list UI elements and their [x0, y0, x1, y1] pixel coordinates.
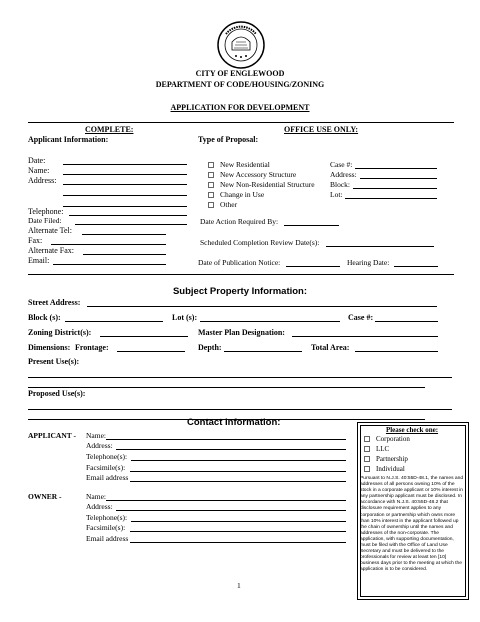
owner-telephone-label: Telephone(s): [86, 513, 128, 522]
telephone-label: Telephone: [28, 207, 64, 216]
proposal-item-change-in-use[interactable]: Change in Use [208, 190, 264, 199]
lot-label: Lot (s): [172, 313, 198, 322]
scheduled-review-field[interactable] [326, 238, 434, 247]
date-field[interactable] [63, 156, 187, 165]
disclosure-notice-text: Pursuant to N.J.S. 40:55D-48.1, the names and addresses of all persons owning 10% of the stock in a corporate applicant or 10% interest in any partnership applicant must be disclosed. In accordance with N.J.S. 40:55D-48.2 that disclosure requirement applies to any corporation or partnership which owns more than 10% interest in the applicant followed up the chain of ownership until the names and addresses of the non-corporate. The application, with supporting documentation, must be filed with the Office of Land Use Secretary and must be delivered to the professionals for review at least ten [10] business days prior to the meeting at which the application is to be considered. [360, 476, 464, 573]
email-label: Email: [28, 256, 50, 265]
applicant-name-field[interactable] [106, 431, 346, 440]
total-area-field[interactable] [355, 343, 438, 352]
office-lot-label: Lot: [330, 190, 343, 199]
checkbox-icon[interactable] [364, 446, 370, 452]
form-title: APPLICATION FOR DEVELOPMENT [170, 103, 310, 112]
checkbox-icon[interactable] [208, 162, 214, 168]
owner-name-field[interactable] [106, 492, 346, 501]
address-field-3[interactable] [63, 198, 187, 207]
checkbox-icon[interactable] [208, 202, 214, 208]
proposed-use-field-1[interactable] [28, 401, 452, 410]
street-address-field[interactable] [87, 298, 437, 307]
zoning-districts-field[interactable] [100, 328, 188, 337]
address-field-2[interactable] [63, 187, 187, 196]
applicant-email-label: Email address [86, 473, 129, 482]
proposal-item-new-accessory[interactable]: New Accessory Structure [208, 170, 296, 179]
proposal-item-new-residential[interactable]: New Residential [208, 160, 270, 169]
applicant-facsimile-label: Facsimile(s): [86, 463, 126, 472]
applicant-telephone-label: Telephone(s): [86, 452, 128, 461]
applicant-facsimile-field[interactable] [130, 463, 346, 472]
header-rule [28, 122, 454, 123]
hearing-date-label: Hearing Date: [347, 258, 390, 267]
type-of-proposal-label: Type of Proposal: [198, 135, 259, 144]
depth-field[interactable] [224, 343, 302, 352]
telephone-field[interactable] [69, 207, 187, 216]
owner-email-field[interactable] [130, 534, 346, 543]
owner-address-field[interactable] [116, 502, 346, 511]
date-row [28, 156, 45, 165]
address-label: Address: [28, 176, 57, 185]
office-address-field[interactable] [360, 170, 437, 179]
name-label: Name: [28, 166, 50, 175]
alt-fax-field[interactable] [83, 246, 166, 255]
office-block-label: Block: [330, 180, 350, 189]
city-seal [216, 20, 266, 70]
checkbox-icon[interactable] [364, 436, 370, 442]
applicant-label: APPLICANT - [28, 431, 76, 440]
applicant-address-field[interactable] [116, 441, 346, 450]
subject-heading: Subject Property Information: [172, 286, 308, 297]
proposed-use-label: Proposed Use(s): [28, 389, 86, 398]
owner-facsimile-label: Facsimile(s): [86, 523, 126, 532]
option-individual[interactable]: Individual [364, 465, 405, 473]
owner-label: OWNER - [28, 492, 62, 501]
frontage-field[interactable] [117, 343, 185, 352]
checkbox-icon[interactable] [364, 466, 370, 472]
street-address-label: Street Address: [28, 298, 81, 307]
present-use-field-1[interactable] [28, 369, 452, 378]
applicant-email-field[interactable] [130, 473, 346, 482]
master-plan-field[interactable] [292, 328, 438, 337]
present-use-label: Present Use(s): [28, 357, 80, 366]
publication-notice-label: Date of Publication Notice: [198, 258, 281, 267]
option-llc[interactable]: LLC [364, 445, 389, 453]
office-address-label: Address: [330, 170, 357, 179]
block-label: Block (s): [28, 313, 61, 322]
fax-label: Fax: [28, 236, 43, 245]
block-field[interactable] [65, 313, 163, 322]
present-use-field-2[interactable] [28, 379, 425, 388]
header-city: CITY OF ENGLEWOOD [195, 69, 285, 78]
scheduled-review-label: Scheduled Completion Review Date(s): [200, 238, 320, 247]
please-check-one-label: Please check one: [385, 426, 439, 434]
complete-heading: COMPLETE: [85, 125, 134, 134]
contact-heading: Contact Information: [187, 417, 281, 428]
entity-type-notice-box [357, 422, 469, 600]
address-field-1[interactable] [63, 176, 187, 185]
case-field[interactable] [375, 313, 438, 322]
checkbox-icon[interactable] [208, 172, 214, 178]
checkbox-icon[interactable] [208, 182, 214, 188]
office-case-field[interactable] [355, 160, 437, 169]
proposal-item-other[interactable]: Other [208, 200, 237, 209]
option-corporation[interactable]: Corporation [364, 435, 410, 443]
owner-telephone-field[interactable] [131, 513, 346, 522]
header-department: DEPARTMENT OF CODE/HOUSING/ZONING [155, 80, 325, 89]
case-label: Case #: [348, 313, 374, 322]
applicant-info-label: Applicant Information: [28, 135, 109, 144]
office-case-label: Case #: [330, 160, 353, 169]
publication-notice-field[interactable] [286, 258, 340, 267]
applicant-name-label: Name: [86, 431, 106, 440]
date-filed-field[interactable] [75, 216, 187, 225]
zoning-districts-label: Zoning District(s): [28, 328, 92, 337]
hearing-date-field[interactable] [394, 258, 438, 267]
alt-tel-field[interactable] [82, 226, 166, 235]
master-plan-label: Master Plan Designation: [198, 328, 285, 337]
option-partnership[interactable]: Partnership [364, 455, 408, 463]
date-action-field[interactable] [284, 217, 339, 226]
email-field[interactable] [53, 256, 166, 265]
office-lot-field[interactable] [345, 190, 437, 199]
proposal-item-new-non-residential[interactable]: New Non-Residential Structure [208, 180, 315, 189]
page-number: 1 [237, 581, 241, 590]
owner-facsimile-field[interactable] [130, 523, 346, 532]
applicant-telephone-field[interactable] [131, 452, 346, 461]
owner-address-label: Address: [86, 502, 113, 511]
date-action-label: Date Action Required By: [200, 217, 279, 226]
date-label: Date: [28, 156, 46, 165]
alt-tel-label: Alternate Tel: [28, 226, 72, 235]
fax-field[interactable] [51, 236, 166, 245]
alt-fax-label: Alternate Fax: [28, 246, 74, 255]
office-divider [28, 274, 454, 275]
dimensions-label: Dimensions: [28, 343, 71, 352]
checkbox-icon[interactable] [364, 456, 370, 462]
depth-label: Depth: [198, 343, 222, 352]
frontage-label: Frontage: [75, 343, 109, 352]
name-field[interactable] [63, 166, 187, 175]
applicant-address-label: Address: [86, 441, 113, 450]
date-filed-label: Date Filed: [28, 216, 62, 225]
office-heading: OFFICE USE ONLY: [284, 125, 359, 134]
owner-email-label: Email address [86, 534, 129, 543]
lot-field[interactable] [200, 313, 340, 322]
office-block-field[interactable] [353, 180, 437, 189]
owner-name-label: Name: [86, 492, 106, 501]
checkbox-icon[interactable] [208, 192, 214, 198]
total-area-label: Total Area: [311, 343, 350, 352]
